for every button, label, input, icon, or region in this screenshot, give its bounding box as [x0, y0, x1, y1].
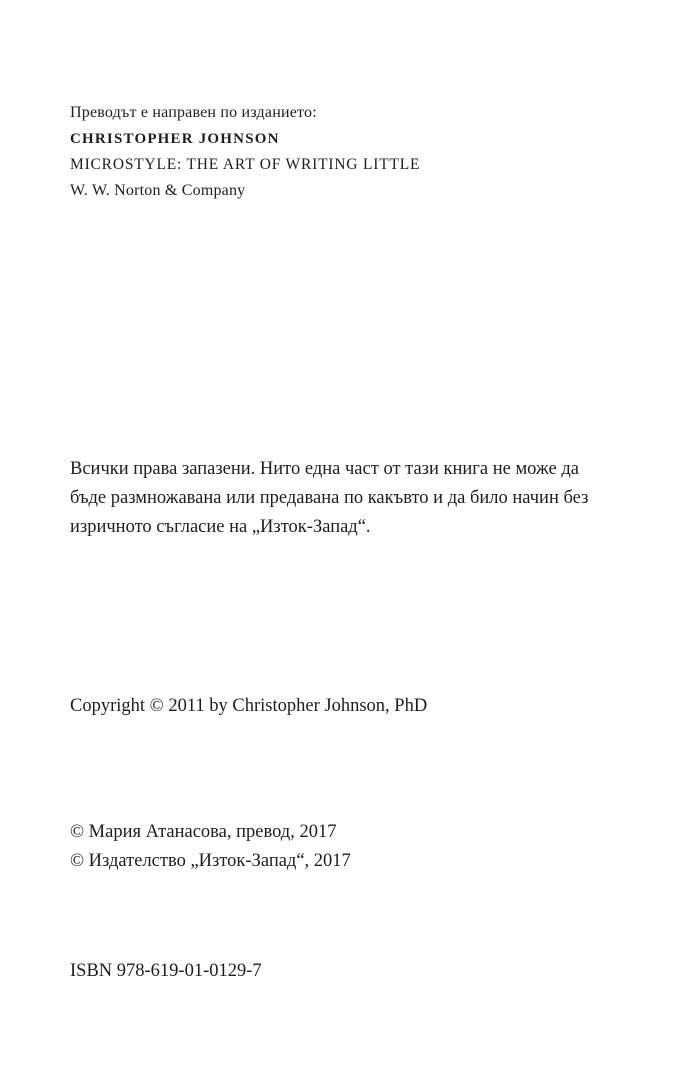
rights-line: бъде размножавана или предавана по какъвто и да било начин без [70, 488, 589, 508]
copyright-notice [70, 692, 670, 721]
credits-block [70, 818, 670, 876]
copyright-text: Copyright © 2011 by Christopher Johnson, PhD [70, 696, 428, 716]
original-edition-block [70, 100, 670, 204]
rights-line: Всички права запазени. Нито една част от тази книга не може да [70, 459, 579, 479]
original-edition-intro: Преводът е направен по изданието: [70, 104, 317, 121]
isbn-block [70, 957, 670, 986]
rights-notice [70, 455, 670, 542]
publisher-credit: © Издателство „Изток-Запад“, 2017 [70, 851, 351, 871]
rights-line: изричното съгласие на „Изток-Запад“. [70, 517, 371, 537]
original-title: MICROSTYLE: THE ART OF WRITING LITTLE [70, 156, 421, 173]
isbn-text: ISBN 978-619-01-0129-7 [70, 961, 262, 981]
original-publisher: W. W. Norton & Company [70, 182, 246, 199]
original-author: CHRISTOPHER JOHNSON [70, 131, 280, 147]
translation-credit: © Мария Атанасова, превод, 2017 [70, 822, 337, 842]
